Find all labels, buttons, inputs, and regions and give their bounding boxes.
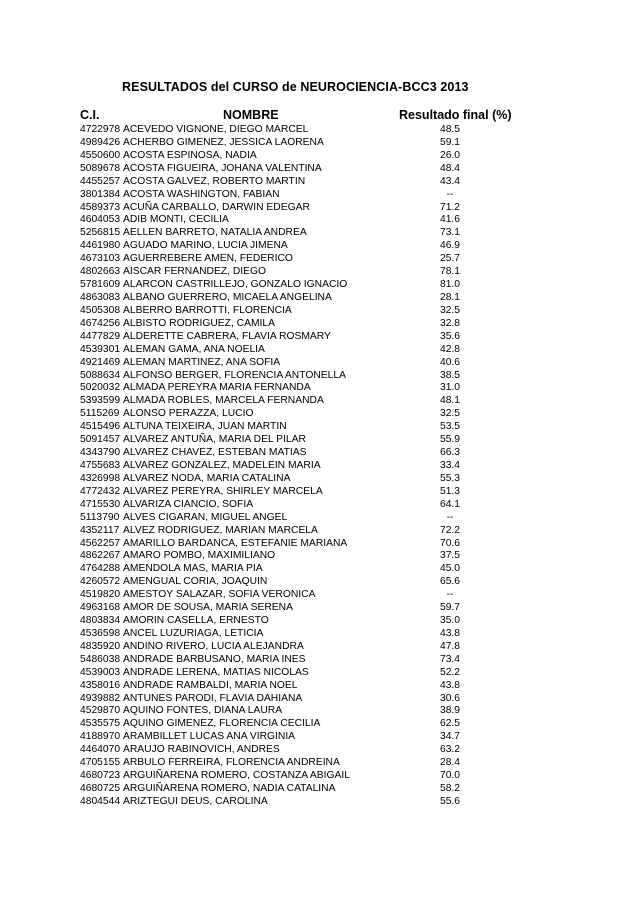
- row-ci: 4803834: [80, 615, 121, 627]
- row-name: AMENDOLA MAS, MARIA PIA: [123, 563, 263, 575]
- row-name: AMESTOY SALAZAR, SOFIA VERONICA: [123, 589, 316, 601]
- table-row: [80, 680, 500, 693]
- row-result: 34.7: [439, 731, 461, 743]
- table-row: [80, 266, 500, 279]
- table-row: [80, 202, 500, 215]
- row-ci: 5486038: [80, 653, 121, 665]
- row-ci: 4722978: [80, 124, 121, 135]
- row-result: 40.6: [439, 356, 461, 368]
- row-name: ALVES CIGARAN, MIGUEL ANGEL: [123, 511, 288, 523]
- table-row: [80, 602, 500, 615]
- row-name: AISCAR FERNANDEZ, DIEGO: [123, 266, 267, 278]
- row-result: 48.1: [439, 395, 461, 407]
- row-name: ACHERBO GIMENEZ, JESSICA LAORENA: [123, 136, 324, 148]
- row-ci: 4755683: [80, 459, 121, 471]
- table-row: [80, 563, 500, 576]
- row-result: 63.2: [439, 744, 461, 756]
- row-name: ALVAREZ PEREYRA, SHIRLEY MARCELA: [123, 485, 323, 497]
- row-result: 64.1: [439, 498, 461, 510]
- row-name: AMENGUAL CORIA, JOAQUIN: [123, 576, 268, 588]
- table-row: [80, 408, 500, 421]
- row-ci: 4505308: [80, 304, 121, 316]
- row-ci: 4358016: [80, 679, 121, 691]
- row-result: 70.0: [439, 770, 461, 782]
- row-result: 32.8: [439, 317, 461, 329]
- row-name: ADIB MONTI, CECILIA: [123, 214, 229, 226]
- table-row: [80, 550, 500, 563]
- table-row: [80, 718, 500, 731]
- table-row: [80, 240, 500, 253]
- row-name: ACOSTA ESPINOSA, NADIA: [123, 149, 257, 161]
- table-row: [80, 318, 500, 331]
- row-ci: 4550600: [80, 149, 121, 161]
- row-name: ALVAREZ NODA, MARIA CATALINA: [123, 472, 291, 484]
- row-result: 43.8: [439, 627, 461, 639]
- table-row: [80, 176, 500, 189]
- row-name: ARIZTEGUI DEUS, CAROLINA: [123, 795, 268, 807]
- row-name: ANDRADE BARBUSANO, MARIA INES: [123, 653, 306, 665]
- row-ci: 4680725: [80, 783, 121, 795]
- row-result: 66.3: [439, 447, 461, 459]
- row-ci: 3801384: [80, 188, 121, 200]
- row-result: 25.7: [439, 253, 461, 265]
- row-result: 26.0: [439, 149, 461, 161]
- row-result: 59.1: [439, 136, 461, 148]
- row-ci: 5393599: [80, 395, 121, 407]
- row-result: 73.4: [439, 653, 461, 665]
- table-row: [80, 189, 500, 202]
- results-table: [80, 124, 500, 809]
- table-row: [80, 253, 500, 266]
- row-result: 41.6: [439, 214, 461, 226]
- table-row: [80, 525, 500, 538]
- row-result: 65.6: [439, 576, 461, 588]
- row-ci: 4515496: [80, 421, 121, 433]
- table-row: [80, 486, 500, 499]
- row-result: 45.0: [439, 563, 461, 575]
- row-name: AGUADO MARINO, LUCIA JIMENA: [123, 240, 288, 252]
- row-result: 55.6: [439, 795, 461, 807]
- row-ci: 4519820: [80, 589, 121, 601]
- row-ci: 4862267: [80, 550, 121, 562]
- row-result: 28.4: [439, 757, 461, 769]
- table-row: [80, 473, 500, 486]
- row-name: ALMADA ROBLES, MARCELA FERNANDA: [123, 395, 324, 407]
- row-name: ALDERETTE CABRERA, FLAVIA ROSMARY: [123, 330, 331, 342]
- row-ci: 4764288: [80, 563, 121, 575]
- row-result: 59.7: [439, 602, 461, 614]
- row-ci: 4188970: [80, 731, 121, 743]
- table-row: [80, 227, 500, 240]
- row-name: AMARO POMBO, MAXIMILIANO: [123, 550, 276, 562]
- row-name: AMORIN CASELLA, ERNESTO: [123, 615, 269, 627]
- row-name: ACEVEDO VIGNONE, DIEGO MARCEL: [123, 124, 309, 135]
- table-row: [80, 589, 500, 602]
- row-result: 55.3: [439, 472, 461, 484]
- row-result: 55.9: [439, 434, 461, 446]
- table-row: [80, 783, 500, 796]
- table-row: [80, 344, 500, 357]
- table-row: [80, 292, 500, 305]
- row-ci: 5256815: [80, 227, 121, 239]
- row-ci: 4539003: [80, 666, 121, 678]
- row-result: 33.4: [439, 459, 461, 471]
- row-result: 43.8: [439, 679, 461, 691]
- table-row: [80, 744, 500, 757]
- row-ci: 5020032: [80, 382, 121, 394]
- column-header-nombre: NOMBRE: [223, 108, 279, 122]
- row-result: 81.0: [439, 279, 461, 291]
- row-name: AQUINO GIMENEZ, FLORENCIA CECILIA: [123, 718, 321, 730]
- table-row: [80, 615, 500, 628]
- row-ci: 4802663: [80, 266, 121, 278]
- row-ci: 5113790: [80, 511, 120, 523]
- row-result: --: [446, 188, 454, 200]
- table-row: [80, 434, 500, 447]
- row-name: ALEMAN MARTINEZ, ANA SOFIA: [123, 356, 281, 368]
- table-row: [80, 796, 500, 809]
- row-result: 42.8: [439, 343, 461, 355]
- row-name: ANTUNES PARODI, FLAVIA DAHIANA: [123, 692, 303, 704]
- row-name: AELLEN BARRETO, NATALIA ANDREA: [123, 227, 307, 239]
- row-name: ALMADA PEREYRA MARIA FERNANDA: [123, 382, 311, 394]
- row-name: ALTUNA TEIXEIRA, JUAN MARTIN: [123, 421, 287, 433]
- row-ci: 4461980: [80, 240, 121, 252]
- row-result: 38.9: [439, 705, 461, 717]
- row-ci: 4705155: [80, 757, 121, 769]
- document-title: RESULTADOS del CURSO de NEUROCIENCIA-BCC3 2013: [122, 80, 469, 94]
- row-ci: 5088634: [80, 369, 121, 381]
- row-name: ARGUIÑARENA ROMERO, COSTANZA ABIGAIL: [123, 770, 350, 782]
- row-ci: 4529870: [80, 705, 121, 717]
- row-ci: 4921469: [80, 356, 121, 368]
- row-name: ANDINO RIVERO, LUCIA ALEJANDRA: [123, 640, 304, 652]
- table-row: [80, 705, 500, 718]
- table-row: [80, 667, 500, 680]
- row-name: AGUERREBERE AMEN, FEDERICO: [123, 253, 293, 265]
- table-row: [80, 538, 500, 551]
- table-row: [80, 331, 500, 344]
- row-result: 70.6: [439, 537, 461, 549]
- row-result: 37.5: [439, 550, 461, 562]
- row-name: ALVAREZ CHAVEZ, ESTEBAN MATIAS: [123, 447, 307, 459]
- row-name: ALEMAN GAMA, ANA NOELIA: [123, 343, 265, 355]
- row-ci: 4343790: [80, 447, 121, 459]
- row-result: 43.4: [439, 175, 461, 187]
- row-result: 32.5: [439, 304, 461, 316]
- row-result: 35.6: [439, 330, 461, 342]
- table-row: [80, 382, 500, 395]
- row-ci: 4326998: [80, 472, 121, 484]
- table-row: [80, 576, 500, 589]
- row-result: 48.5: [439, 124, 461, 135]
- table-row: [80, 357, 500, 370]
- row-ci: 4477829: [80, 330, 121, 342]
- row-result: 35.0: [439, 615, 461, 627]
- table-row: [80, 654, 500, 667]
- row-name: ANDRADE LERENA, MATIAS NICOLAS: [123, 666, 309, 678]
- row-result: --: [446, 589, 454, 601]
- row-ci: 4680723: [80, 770, 121, 782]
- row-ci: 4863083: [80, 291, 121, 303]
- row-ci: 5089678: [80, 162, 121, 174]
- table-row: [80, 447, 500, 460]
- row-ci: 4352117: [80, 524, 120, 536]
- row-ci: 4835920: [80, 640, 121, 652]
- column-header-resultado: Resultado final (%): [399, 108, 512, 122]
- row-result: 32.5: [439, 408, 461, 420]
- row-ci: 4589373: [80, 201, 121, 213]
- row-name: ARGUIÑARENA ROMERO, NADIA CATALINA: [123, 783, 336, 795]
- row-ci: 4772432: [80, 485, 121, 497]
- row-ci: 4673103: [80, 253, 121, 265]
- table-row: [80, 757, 500, 770]
- row-name: ALBISTO RODRIGUEZ, CAMILA: [123, 317, 276, 329]
- row-name: ALONSO PERAZZA, LUCIO: [123, 408, 254, 420]
- table-row: [80, 421, 500, 434]
- table-row: [80, 305, 500, 318]
- row-name: ALBERRO BARROTTI, FLORENCIA: [123, 304, 292, 316]
- table-row: [80, 641, 500, 654]
- table-row: [80, 628, 500, 641]
- row-name: ALBANO GUERRERO, MICAELA ANGELINA: [123, 291, 332, 303]
- table-row: [80, 370, 500, 383]
- table-row: [80, 460, 500, 473]
- row-result: 48.4: [439, 162, 461, 174]
- row-ci: 4535575: [80, 718, 121, 730]
- table-row: [80, 731, 500, 744]
- row-name: AMOR DE SOUSA, MARIA SERENA: [123, 602, 293, 614]
- row-result: 72.2: [439, 524, 461, 536]
- row-name: ACOSTA WASHINGTON, FABIAN: [123, 188, 280, 200]
- table-row: [80, 512, 500, 525]
- row-ci: 5115269: [80, 408, 120, 420]
- row-name: ALVARIZA CIANCIO, SOFIA: [123, 498, 254, 510]
- row-ci: 4562257: [80, 537, 121, 549]
- row-result: 73.1: [439, 227, 461, 239]
- row-result: 51.3: [439, 485, 461, 497]
- row-name: ARAMBILLET LUCAS ANA VIRGINIA: [123, 731, 296, 743]
- table-row: [80, 770, 500, 783]
- row-name: ARBULO FERREIRA, FLORENCIA ANDREINA: [123, 757, 340, 769]
- row-ci: 4674256: [80, 317, 121, 329]
- row-name: ALVEZ RODRIGUEZ, MARIAN MARCELA: [123, 524, 318, 536]
- row-ci: 4464070: [80, 744, 121, 756]
- row-ci: 4989426: [80, 136, 121, 148]
- row-name: ANDRADE RAMBALDI, MARIA NOEL: [123, 679, 298, 691]
- row-ci: 4715530: [80, 498, 121, 510]
- row-result: --: [446, 511, 454, 523]
- row-result: 31.0: [439, 382, 461, 394]
- row-result: 78.1: [439, 266, 461, 278]
- column-header-ci: C.I.: [80, 108, 100, 122]
- table-row: [80, 214, 500, 227]
- row-ci: 5781609: [80, 279, 121, 291]
- row-name: ACOSTA GALVEZ, ROBERTO MARTIN: [123, 175, 306, 187]
- table-row: [80, 124, 500, 137]
- row-result: 38.5: [439, 369, 461, 381]
- row-ci: 4804544: [80, 795, 121, 807]
- row-ci: 4455257: [80, 175, 121, 187]
- row-name: AMARILLO BARDANCA, ESTEFANIE MARIANA: [123, 537, 348, 549]
- row-ci: 4536598: [80, 627, 121, 639]
- row-ci: 4260572: [80, 576, 121, 588]
- row-ci: 5091457: [80, 434, 121, 446]
- table-row: [80, 395, 500, 408]
- row-name: ALFONSO BERGER, FLORENCIA ANTONELLA: [123, 369, 346, 381]
- table-row: [80, 499, 500, 512]
- row-result: 52.2: [439, 666, 461, 678]
- row-name: ANCEL LUZURIAGA, LETICIA: [123, 627, 264, 639]
- row-ci: 4539301: [80, 343, 121, 355]
- table-row: [80, 693, 500, 706]
- row-name: ACOSTA FIGUEIRA, JOHANA VALENTINA: [123, 162, 322, 174]
- row-ci: 4963168: [80, 602, 121, 614]
- row-name: ALARCON CASTRILLEJO, GONZALO IGNACIO: [123, 279, 348, 291]
- row-result: 53.5: [439, 421, 461, 433]
- row-name: ARAUJO RABINOVICH, ANDRES: [123, 744, 280, 756]
- table-row: [80, 137, 500, 150]
- row-name: AQUINO FONTES, DIANA LAURA: [123, 705, 283, 717]
- row-result: 30.6: [439, 692, 461, 704]
- row-result: 46.9: [439, 240, 461, 252]
- table-row: [80, 150, 500, 163]
- row-result: 62.5: [439, 718, 461, 730]
- row-name: ALVAREZ ANTUÑA, MARIA DEL PILAR: [123, 434, 306, 446]
- row-result: 28.1: [439, 291, 461, 303]
- row-result: 71.2: [439, 201, 461, 213]
- row-result: 47.8: [439, 640, 461, 652]
- row-name: ALVAREZ GONZALEZ, MADELEIN MARIA: [123, 459, 321, 471]
- row-name: ACUÑA CARBALLO, DARWIN EDEGAR: [123, 201, 310, 213]
- row-ci: 4604053: [80, 214, 121, 226]
- row-result: 58.2: [439, 783, 461, 795]
- table-row: [80, 279, 500, 292]
- table-row: [80, 163, 500, 176]
- row-ci: 4939882: [80, 692, 121, 704]
